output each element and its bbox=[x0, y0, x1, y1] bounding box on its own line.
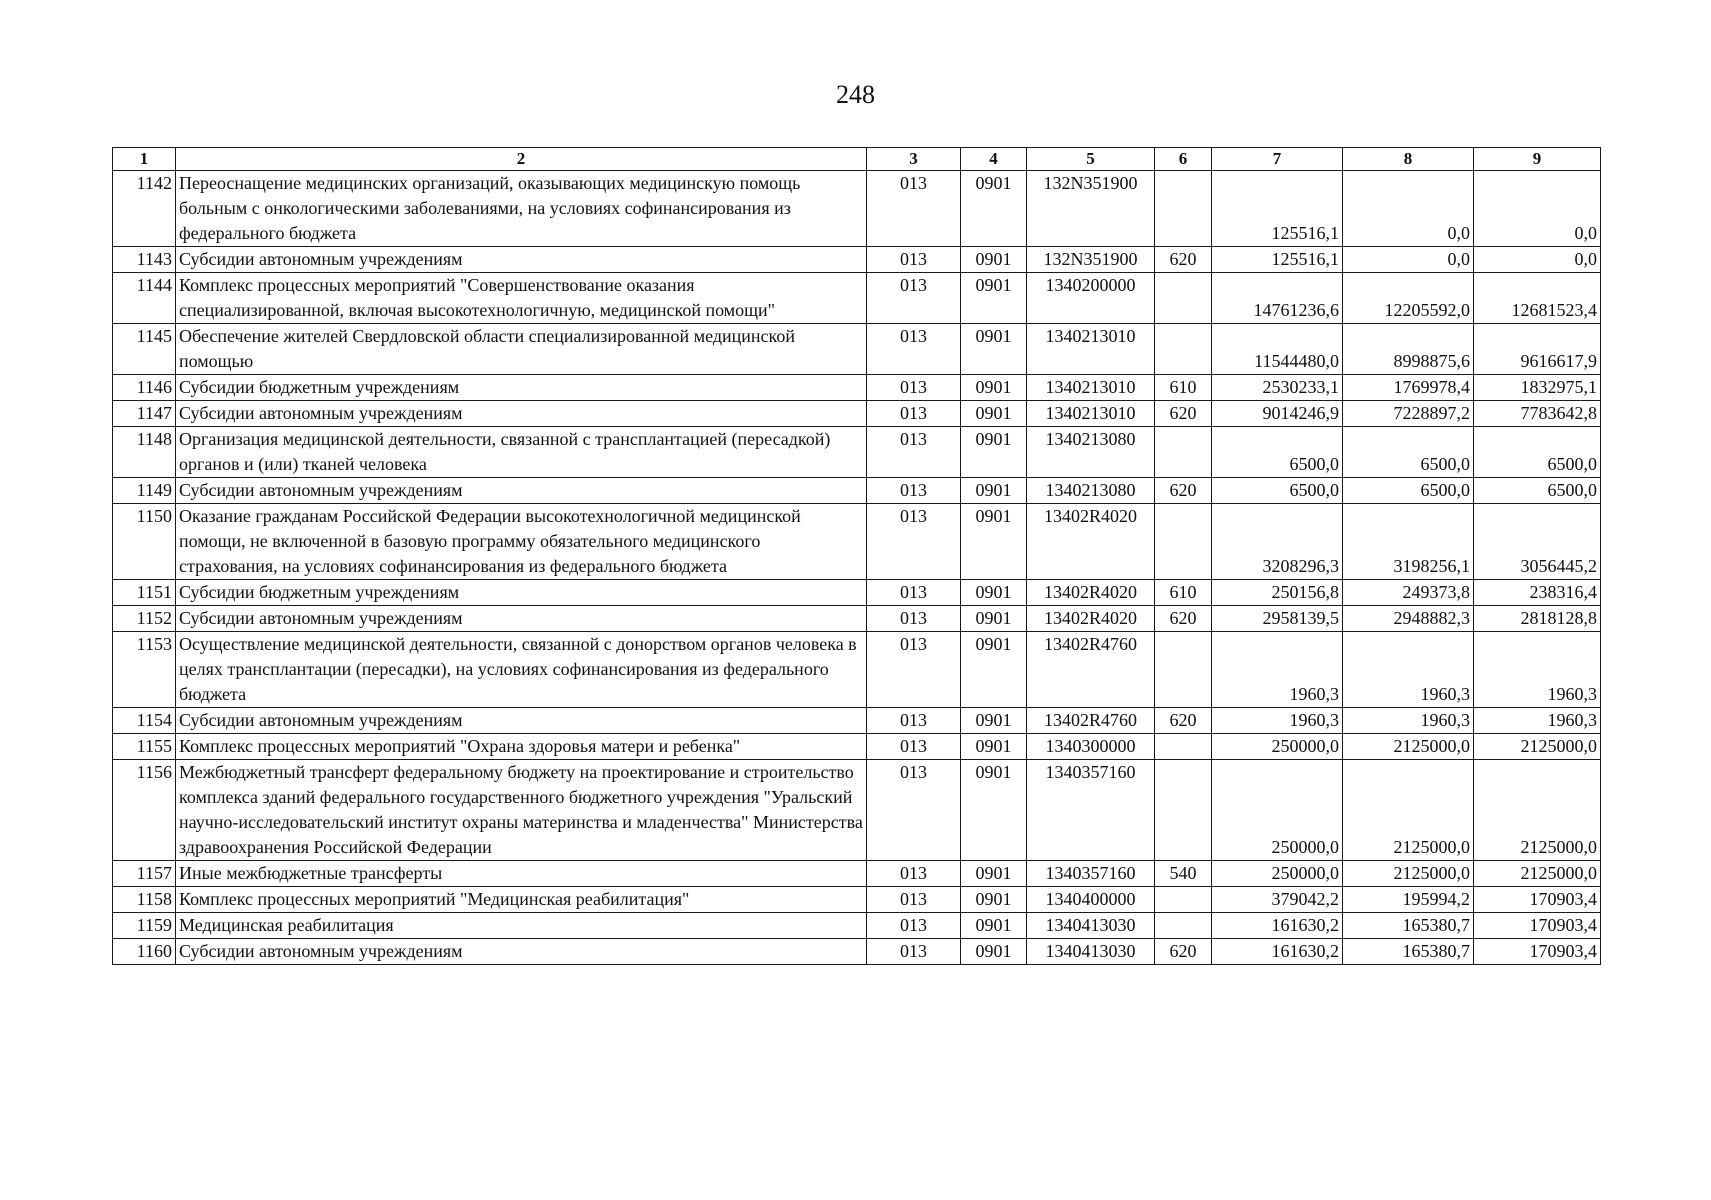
row-amount-1: 125516,1 bbox=[1212, 247, 1343, 273]
table-row bbox=[113, 913, 1601, 939]
row-section-code: 0901 bbox=[961, 632, 1027, 708]
column-header: 5 bbox=[1027, 148, 1155, 171]
row-amount-3: 1960,3 bbox=[1474, 632, 1601, 708]
row-target-article: 13402R4020 bbox=[1027, 504, 1155, 580]
row-amount-1: 125516,1 bbox=[1212, 171, 1343, 247]
row-target-article: 1340300000 bbox=[1027, 734, 1155, 760]
table-row bbox=[113, 708, 1601, 734]
row-name: Оказание гражданам Российской Федерации высокотехнологичной медицинской помощи, не включенной в базовую программу обязательного медицинского страхования, на условиях софинансирования из федерального бюджета bbox=[176, 504, 867, 580]
row-amount-3: 3056445,2 bbox=[1474, 504, 1601, 580]
row-expense-type: 620 bbox=[1155, 401, 1212, 427]
column-header: 4 bbox=[961, 148, 1027, 171]
row-section-code: 0901 bbox=[961, 708, 1027, 734]
row-section-code: 0901 bbox=[961, 887, 1027, 913]
row-number: 1152 bbox=[113, 606, 176, 632]
row-section-code: 0901 bbox=[961, 401, 1027, 427]
row-name: Субсидии автономным учреждениям bbox=[176, 606, 867, 632]
row-admin-code: 013 bbox=[867, 171, 961, 247]
row-number: 1145 bbox=[113, 324, 176, 375]
row-expense-type bbox=[1155, 324, 1212, 375]
row-amount-1: 1960,3 bbox=[1212, 708, 1343, 734]
row-amount-3: 7783642,8 bbox=[1474, 401, 1601, 427]
table-row bbox=[113, 273, 1601, 324]
row-admin-code: 013 bbox=[867, 375, 961, 401]
row-amount-3: 12681523,4 bbox=[1474, 273, 1601, 324]
row-section-code: 0901 bbox=[961, 504, 1027, 580]
row-amount-1: 9014246,9 bbox=[1212, 401, 1343, 427]
row-target-article: 132N351900 bbox=[1027, 171, 1155, 247]
row-number: 1144 bbox=[113, 273, 176, 324]
row-name: Межбюджетный трансферт федеральному бюджету на проектирование и строительство комплекса зданий федерального государственного бюджетного учреждения "Уральский научно-исследовательский институт охраны материнства и младенчества" Министерства здравоохранения Российской Федерации bbox=[176, 760, 867, 861]
row-section-code: 0901 bbox=[961, 375, 1027, 401]
row-expense-type: 620 bbox=[1155, 247, 1212, 273]
row-expense-type bbox=[1155, 504, 1212, 580]
row-section-code: 0901 bbox=[961, 427, 1027, 478]
table-body bbox=[113, 171, 1601, 965]
table-row bbox=[113, 427, 1601, 478]
row-admin-code: 013 bbox=[867, 427, 961, 478]
row-section-code: 0901 bbox=[961, 273, 1027, 324]
row-amount-1: 1960,3 bbox=[1212, 632, 1343, 708]
table-row bbox=[113, 375, 1601, 401]
row-amount-2: 12205592,0 bbox=[1343, 273, 1474, 324]
row-name: Субсидии автономным учреждениям bbox=[176, 478, 867, 504]
row-name: Субсидии автономным учреждениям bbox=[176, 939, 867, 965]
row-section-code: 0901 bbox=[961, 171, 1027, 247]
table-row bbox=[113, 887, 1601, 913]
row-name: Субсидии бюджетным учреждениям bbox=[176, 375, 867, 401]
row-section-code: 0901 bbox=[961, 939, 1027, 965]
row-number: 1155 bbox=[113, 734, 176, 760]
row-target-article: 13402R4020 bbox=[1027, 606, 1155, 632]
row-amount-3: 170903,4 bbox=[1474, 913, 1601, 939]
column-header: 1 bbox=[113, 148, 176, 171]
row-target-article: 1340357160 bbox=[1027, 760, 1155, 861]
row-expense-type: 620 bbox=[1155, 708, 1212, 734]
row-expense-type bbox=[1155, 273, 1212, 324]
row-amount-2: 165380,7 bbox=[1343, 939, 1474, 965]
row-name: Медицинская реабилитация bbox=[176, 913, 867, 939]
row-amount-2: 2125000,0 bbox=[1343, 760, 1474, 861]
row-target-article: 132N351900 bbox=[1027, 247, 1155, 273]
row-amount-2: 3198256,1 bbox=[1343, 504, 1474, 580]
row-target-article: 1340413030 bbox=[1027, 913, 1155, 939]
row-target-article: 1340413030 bbox=[1027, 939, 1155, 965]
row-number: 1151 bbox=[113, 580, 176, 606]
table-row bbox=[113, 171, 1601, 247]
row-name: Переоснащение медицинских организаций, оказывающих медицинскую помощь больным с онкологическими заболеваниями, на условиях софинансирования из федерального бюджета bbox=[176, 171, 867, 247]
table-row bbox=[113, 939, 1601, 965]
row-name: Субсидии автономным учреждениям bbox=[176, 401, 867, 427]
row-amount-3: 170903,4 bbox=[1474, 887, 1601, 913]
row-expense-type bbox=[1155, 734, 1212, 760]
table-row bbox=[113, 632, 1601, 708]
row-admin-code: 013 bbox=[867, 478, 961, 504]
row-expense-type bbox=[1155, 632, 1212, 708]
row-section-code: 0901 bbox=[961, 478, 1027, 504]
row-target-article: 1340200000 bbox=[1027, 273, 1155, 324]
row-admin-code: 013 bbox=[867, 606, 961, 632]
row-section-code: 0901 bbox=[961, 913, 1027, 939]
row-expense-type: 610 bbox=[1155, 375, 1212, 401]
row-number: 1159 bbox=[113, 913, 176, 939]
row-amount-2: 2948882,3 bbox=[1343, 606, 1474, 632]
row-amount-3: 0,0 bbox=[1474, 171, 1601, 247]
row-number: 1143 bbox=[113, 247, 176, 273]
row-amount-3: 170903,4 bbox=[1474, 939, 1601, 965]
row-section-code: 0901 bbox=[961, 734, 1027, 760]
row-amount-1: 250000,0 bbox=[1212, 734, 1343, 760]
row-number: 1147 bbox=[113, 401, 176, 427]
row-amount-1: 6500,0 bbox=[1212, 478, 1343, 504]
row-admin-code: 013 bbox=[867, 887, 961, 913]
row-name: Субсидии бюджетным учреждениям bbox=[176, 580, 867, 606]
row-amount-1: 14761236,6 bbox=[1212, 273, 1343, 324]
row-target-article: 13402R4760 bbox=[1027, 708, 1155, 734]
row-amount-2: 1960,3 bbox=[1343, 708, 1474, 734]
row-amount-2: 6500,0 bbox=[1343, 427, 1474, 478]
row-amount-3: 0,0 bbox=[1474, 247, 1601, 273]
row-number: 1154 bbox=[113, 708, 176, 734]
row-amount-2: 1960,3 bbox=[1343, 632, 1474, 708]
row-admin-code: 013 bbox=[867, 939, 961, 965]
row-section-code: 0901 bbox=[961, 760, 1027, 861]
column-header: 9 bbox=[1474, 148, 1601, 171]
row-expense-type bbox=[1155, 913, 1212, 939]
row-admin-code: 013 bbox=[867, 580, 961, 606]
row-amount-3: 1832975,1 bbox=[1474, 375, 1601, 401]
row-target-article: 1340213010 bbox=[1027, 401, 1155, 427]
budget-table bbox=[112, 147, 1601, 965]
row-number: 1150 bbox=[113, 504, 176, 580]
row-admin-code: 013 bbox=[867, 504, 961, 580]
row-amount-2: 2125000,0 bbox=[1343, 861, 1474, 887]
row-target-article: 1340213080 bbox=[1027, 478, 1155, 504]
row-name: Иные межбюджетные трансферты bbox=[176, 861, 867, 887]
row-number: 1142 bbox=[113, 171, 176, 247]
row-number: 1160 bbox=[113, 939, 176, 965]
row-admin-code: 013 bbox=[867, 273, 961, 324]
row-admin-code: 013 bbox=[867, 324, 961, 375]
row-amount-2: 1769978,4 bbox=[1343, 375, 1474, 401]
row-number: 1146 bbox=[113, 375, 176, 401]
table-row bbox=[113, 760, 1601, 861]
row-amount-3: 6500,0 bbox=[1474, 478, 1601, 504]
row-name: Субсидии автономным учреждениям bbox=[176, 247, 867, 273]
row-amount-2: 0,0 bbox=[1343, 171, 1474, 247]
row-admin-code: 013 bbox=[867, 401, 961, 427]
row-expense-type: 620 bbox=[1155, 939, 1212, 965]
row-expense-type bbox=[1155, 760, 1212, 861]
row-name: Комплекс процессных мероприятий "Охрана здоровья матери и ребенка" bbox=[176, 734, 867, 760]
row-name: Субсидии автономным учреждениям bbox=[176, 708, 867, 734]
row-target-article: 13402R4760 bbox=[1027, 632, 1155, 708]
table-row bbox=[113, 580, 1601, 606]
row-section-code: 0901 bbox=[961, 247, 1027, 273]
row-amount-1: 379042,2 bbox=[1212, 887, 1343, 913]
row-number: 1157 bbox=[113, 861, 176, 887]
row-target-article: 1340213080 bbox=[1027, 427, 1155, 478]
row-target-article: 1340213010 bbox=[1027, 324, 1155, 375]
row-amount-1: 161630,2 bbox=[1212, 913, 1343, 939]
table-row bbox=[113, 401, 1601, 427]
row-admin-code: 013 bbox=[867, 760, 961, 861]
table-row bbox=[113, 861, 1601, 887]
row-amount-3: 6500,0 bbox=[1474, 427, 1601, 478]
row-section-code: 0901 bbox=[961, 580, 1027, 606]
column-header: 6 bbox=[1155, 148, 1212, 171]
table-row bbox=[113, 247, 1601, 273]
row-admin-code: 013 bbox=[867, 913, 961, 939]
row-number: 1148 bbox=[113, 427, 176, 478]
row-amount-1: 161630,2 bbox=[1212, 939, 1343, 965]
row-amount-2: 6500,0 bbox=[1343, 478, 1474, 504]
row-amount-3: 2125000,0 bbox=[1474, 760, 1601, 861]
row-amount-2: 195994,2 bbox=[1343, 887, 1474, 913]
row-section-code: 0901 bbox=[961, 861, 1027, 887]
column-header: 2 bbox=[176, 148, 867, 171]
row-admin-code: 013 bbox=[867, 708, 961, 734]
row-amount-2: 8998875,6 bbox=[1343, 324, 1474, 375]
table-row bbox=[113, 606, 1601, 632]
page-number: 248 bbox=[836, 80, 875, 109]
row-admin-code: 013 bbox=[867, 632, 961, 708]
row-target-article: 1340357160 bbox=[1027, 861, 1155, 887]
row-expense-type: 610 bbox=[1155, 580, 1212, 606]
table-row bbox=[113, 734, 1601, 760]
row-target-article: 1340400000 bbox=[1027, 887, 1155, 913]
row-amount-3: 2125000,0 bbox=[1474, 734, 1601, 760]
row-amount-3: 9616617,9 bbox=[1474, 324, 1601, 375]
table-header-row bbox=[113, 148, 1601, 171]
row-amount-1: 2530233,1 bbox=[1212, 375, 1343, 401]
row-name: Организация медицинской деятельности, связанной с трансплантацией (пересадкой) органов и (или) тканей человека bbox=[176, 427, 867, 478]
row-amount-3: 238316,4 bbox=[1474, 580, 1601, 606]
table-row bbox=[113, 324, 1601, 375]
row-expense-type: 620 bbox=[1155, 478, 1212, 504]
row-amount-1: 250156,8 bbox=[1212, 580, 1343, 606]
row-expense-type bbox=[1155, 887, 1212, 913]
row-amount-1: 250000,0 bbox=[1212, 861, 1343, 887]
row-target-article: 1340213010 bbox=[1027, 375, 1155, 401]
row-amount-2: 249373,8 bbox=[1343, 580, 1474, 606]
row-amount-1: 3208296,3 bbox=[1212, 504, 1343, 580]
row-amount-1: 2958139,5 bbox=[1212, 606, 1343, 632]
column-header: 3 bbox=[867, 148, 961, 171]
row-expense-type: 540 bbox=[1155, 861, 1212, 887]
row-amount-3: 2125000,0 bbox=[1474, 861, 1601, 887]
column-header: 7 bbox=[1212, 148, 1343, 171]
row-section-code: 0901 bbox=[961, 606, 1027, 632]
row-amount-3: 2818128,8 bbox=[1474, 606, 1601, 632]
row-amount-3: 1960,3 bbox=[1474, 708, 1601, 734]
row-expense-type: 620 bbox=[1155, 606, 1212, 632]
row-number: 1158 bbox=[113, 887, 176, 913]
row-number: 1149 bbox=[113, 478, 176, 504]
row-name: Комплекс процессных мероприятий "Совершенствование оказания специализированной, включая высокотехнологичную, медицинской помощи" bbox=[176, 273, 867, 324]
table-row bbox=[113, 478, 1601, 504]
row-number: 1153 bbox=[113, 632, 176, 708]
row-target-article: 13402R4020 bbox=[1027, 580, 1155, 606]
row-expense-type bbox=[1155, 171, 1212, 247]
row-amount-1: 250000,0 bbox=[1212, 760, 1343, 861]
table-row bbox=[113, 504, 1601, 580]
row-admin-code: 013 bbox=[867, 247, 961, 273]
row-amount-2: 7228897,2 bbox=[1343, 401, 1474, 427]
row-amount-2: 2125000,0 bbox=[1343, 734, 1474, 760]
column-header: 8 bbox=[1343, 148, 1474, 171]
row-name: Обеспечение жителей Свердловской области специализированной медицинской помощью bbox=[176, 324, 867, 375]
row-admin-code: 013 bbox=[867, 734, 961, 760]
row-expense-type bbox=[1155, 427, 1212, 478]
row-admin-code: 013 bbox=[867, 861, 961, 887]
row-name: Осуществление медицинской деятельности, связанной с донорством органов человека в целях трансплантации (пересадки), на условиях софинансирования из федерального бюджета bbox=[176, 632, 867, 708]
row-amount-2: 0,0 bbox=[1343, 247, 1474, 273]
row-number: 1156 bbox=[113, 760, 176, 861]
row-amount-1: 6500,0 bbox=[1212, 427, 1343, 478]
row-section-code: 0901 bbox=[961, 324, 1027, 375]
row-name: Комплекс процессных мероприятий "Медицинская реабилитация" bbox=[176, 887, 867, 913]
row-amount-1: 11544480,0 bbox=[1212, 324, 1343, 375]
row-amount-2: 165380,7 bbox=[1343, 913, 1474, 939]
